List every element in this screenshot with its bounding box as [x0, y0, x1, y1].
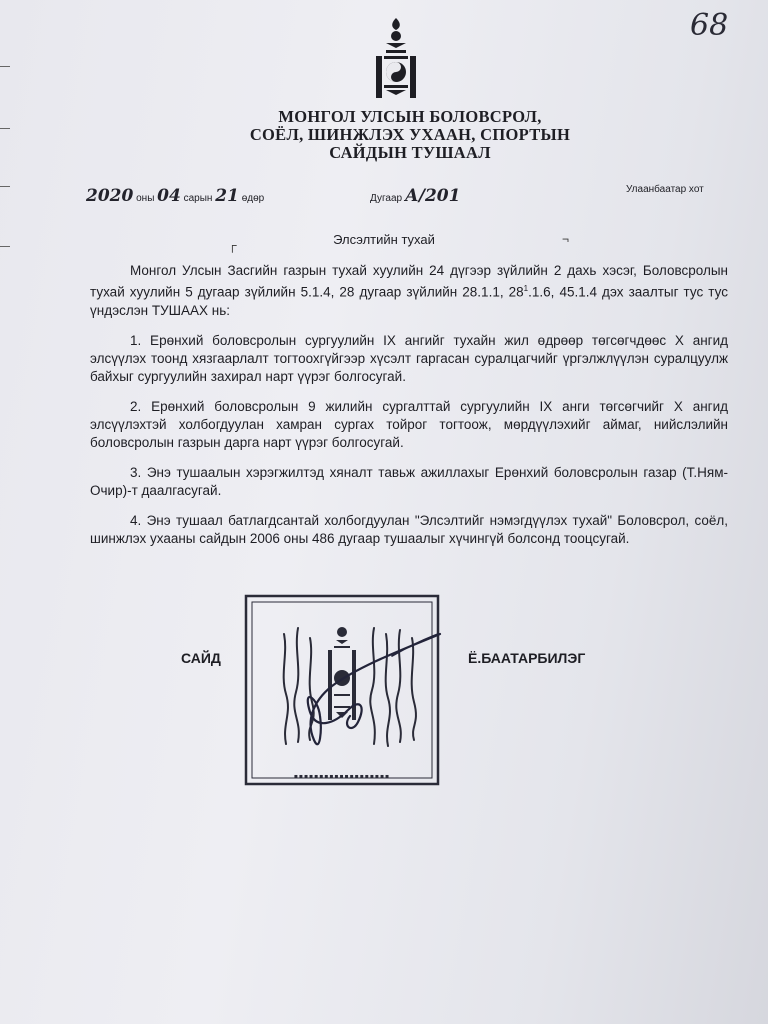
header-line: МОНГОЛ УЛСЫН БОЛОВСРОЛ, [278, 107, 542, 126]
document-header [200, 108, 620, 162]
date-day-label: өдөр [241, 193, 265, 204]
document-date [86, 186, 264, 206]
corner-mark-left: ┌ [228, 238, 237, 252]
date-month: 04 [157, 186, 181, 206]
date-month-label: сарын [183, 193, 213, 204]
number-value: А/201 [404, 186, 461, 206]
order-item: 3. Энэ тушаалын хэрэгжилтэд хяналт тавьж ажиллахыг Ерөнхий боловсролын газар (Т.Ням-Очир)-т даалгасугай. [90, 464, 728, 498]
edge-mark [0, 128, 10, 129]
order-item: 2. Ерөнхий боловсролын 9 жилийн сургалттай сургуулийн IX анги төгсөгчийг X ангид элсүүлэхтэй холбогдуулан хамран сургах тойрог тогтоож, мөрдүүлэхийг аймаг, нийслэлийн боловсролын газрын дарга нарт үүрэг болгосугай. [90, 398, 728, 450]
document-subject: Элсэлтийн тухай [333, 232, 435, 247]
preamble-tail: .1.6, 45.1.4 дэх заалтыг тус тус үндэслэн ТУШААХ нь: [90, 284, 728, 318]
signatory-name: Ё.БААТАРБИЛЭГ [468, 650, 586, 666]
preamble-paragraph [90, 262, 728, 320]
signatory-title: САЙД [181, 650, 221, 666]
document-body [90, 262, 728, 560]
date-day: 21 [215, 186, 239, 206]
header-line: САЙДЫН ТУШААЛ [329, 143, 491, 162]
order-item: 1. Ерөнхий боловсролын сургуулийн IX ангийг тухайн жил өдрөөр төгсөгчдөөс X ангид элсүүлэх тоонд хязгаарлалт тогтоохгүйгээр хүсэлт гаргасан суралцагчийг үргэлжлүүлэн суралцуулж байхыг сургуулийн захирал нарт үүрэг болгосугай. [90, 332, 728, 384]
number-label: Дугаар [370, 193, 403, 204]
svg-text:▪▪▪▪▪▪▪▪▪▪▪▪▪▪▪▪▪▪▪: ▪▪▪▪▪▪▪▪▪▪▪▪▪▪▪▪▪▪▪ [293, 773, 391, 780]
date-year: 2020 [86, 186, 134, 206]
city-label: Улаанбаатар хот [626, 184, 704, 195]
document-number [370, 186, 460, 206]
order-item: 4. Энэ тушаал батлагдсантай холбогдуулан "Элсэлтийг нэмэгдүүлэх тухай" Боловсрол, соёл, шинжлэх ухааны сайдын 2006 оны 486 дугаар тушаалыг хүчингүй болсонд тооцсугай. [90, 512, 728, 546]
page-number: 68 [690, 8, 729, 43]
preamble-text: Монгол Улсын Засгийн газрын тухай хуулийн 24 дүгээр зүйлийн 2 дахь хэсэг, Боловсролын тухай хуулийн 5 дугаар зүйлийн 5.1.4, 28 дугаар зүйлийн 28.1.1, 28 [90, 263, 728, 300]
header-line: СОЁЛ, ШИНЖЛЭХ УХААН, СПОРТЫН [249, 125, 571, 144]
preamble-superscript: 1 [523, 284, 529, 293]
corner-mark-right: ¬ [562, 232, 570, 246]
date-year-label: оны [136, 193, 155, 204]
edge-mark [0, 66, 10, 67]
soyombo-emblem-icon [372, 16, 420, 100]
handwritten-signature [262, 626, 462, 766]
edge-mark [0, 186, 10, 187]
